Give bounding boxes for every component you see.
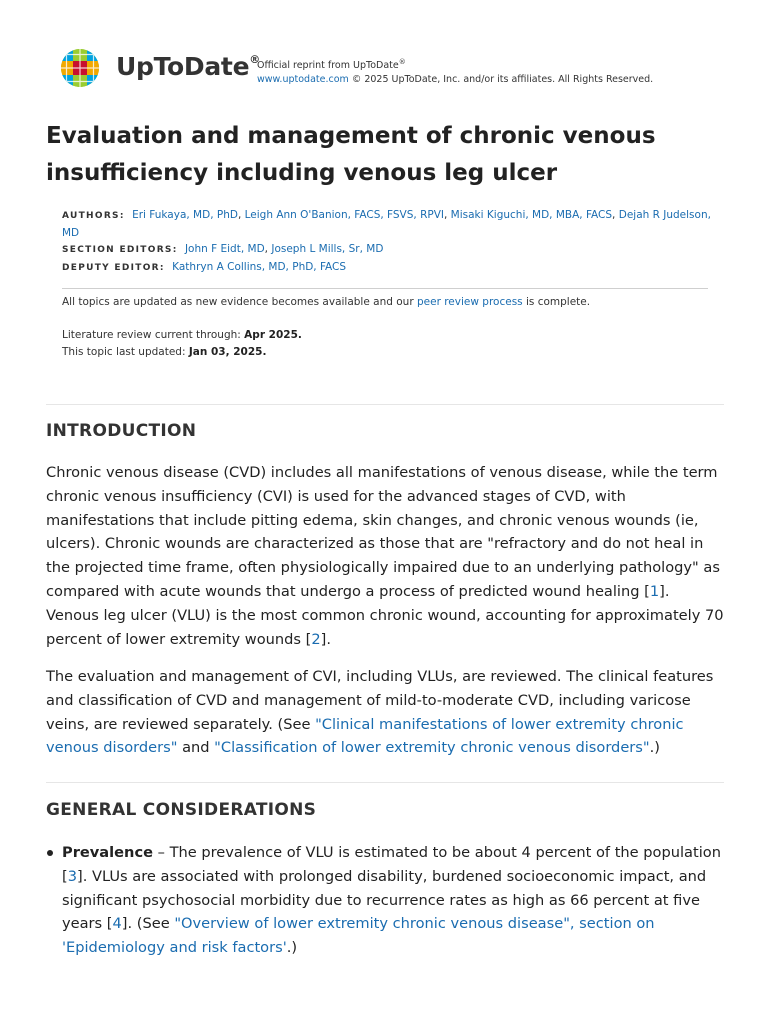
reprint-notice: Official reprint from UpToDate® www.uptodate.com © 2025 UpToDate, Inc. and/or its affiliates. All Rights Reserved. [257, 58, 654, 86]
reference-link-3[interactable]: 3 [67, 867, 77, 885]
clinical-manifestations-link[interactable]: "Clinical manifestations of lower extremity chronic venous disorders" [46, 715, 684, 757]
reprint-line: Official reprint from UpToDate [257, 60, 399, 72]
literature-review-date: Literature review current through: Apr 2025. [62, 329, 302, 341]
introduction-paragraph-2: The evaluation and management of CVI, including VLUs, are reviewed. The clinical features and classification of CVD and management of mild-to-moderate CVD, including varicose veins, are reviewed separately. (See "Clinical manifestations of lower extremity chronic venous disorders" and "Classification of lower extremity chronic venous disorders".) [46, 668, 714, 757]
classification-link[interactable]: "Classification of lower extremity chronic venous disorders" [214, 739, 650, 757]
article-title: Evaluation and management of chronic venous insufficiency including venous leg ulcer [46, 123, 656, 186]
list-item [46, 841, 726, 960]
update-notice: All topics are updated as new evidence becomes available and our peer review process is complete. [62, 296, 591, 308]
deputy-editor-link[interactable]: Kathryn A Collins, MD, PhD, FACS [172, 260, 347, 273]
reprint-header [60, 48, 740, 88]
introduction-paragraph-1: Chronic venous disease (CVD) includes all manifestations of venous disease, while the term chronic venous insufficiency (CVI) is used for the advanced stages of CVD, with manifestations that include pitting edema, skin changes, and chronic venous wounds (ie, ulcers). Chronic wounds are characterized as those that are "refractory and do not heal in the projected time frame, often physiologically impaired due to an underlying pathology" as compared with acute wounds that undergo a process of predicted wound healing [1]. Venous leg ulcer (VLU) is the most common chronic wound, accounting for approximately 70 percent of lower extremity wounds [2]. [46, 464, 724, 648]
section-divider [46, 404, 724, 405]
reference-link-4[interactable]: 4 [112, 915, 122, 933]
bullet-icon [47, 850, 53, 856]
general-considerations-heading: GENERAL CONSIDERATIONS [46, 800, 317, 820]
section-divider [46, 782, 724, 783]
prevalence-paragraph: Prevalence – The prevalence of VLU is estimated to be about 4 percent of the population [3]. VLUs are associated with prolonged disability, burdened socioeconomic impact, and significant psychosocial morbidity due to recurrence rates as high as 66 percent at five years [4]. (See "Overview of lower extremity chronic venous disease", section on 'Epidemiology and risk factors'.) [62, 844, 721, 957]
reference-link-2[interactable]: 2 [311, 630, 321, 648]
uptodate-logo-icon [60, 48, 100, 88]
uptodate-site-link[interactable]: www.uptodate.com [257, 74, 349, 86]
introduction-heading: INTRODUCTION [46, 421, 197, 441]
deputy-editor-line [62, 259, 712, 277]
author-link[interactable]: Eri Fukaya, MD, PhD [132, 209, 238, 221]
author-link[interactable]: Misaki Kiguchi, MD, MBA, FACS [450, 209, 613, 221]
brand-name: UpToDate® [116, 52, 260, 81]
copyright-text: © 2025 UpToDate, Inc. and/or its affiliates. All Rights Reserved. [351, 74, 654, 86]
authors-label: AUTHORS: [62, 211, 125, 221]
peer-review-link[interactable]: peer review process [416, 296, 523, 308]
deputy-editor-label: DEPUTY EDITOR: [62, 262, 165, 273]
reference-link-1[interactable]: 1 [649, 582, 660, 600]
author-link[interactable]: Dejah R Judelson, MD [62, 209, 711, 239]
authors-line: AUTHORS: Eri Fukaya, MD, PhD, Leigh Ann O'Banion, FACS, FSVS, RPVI, Misaki Kiguchi, MD, MBA, FACS, Dejah R Judelson, MD [62, 209, 711, 239]
section-editors-label: SECTION EDITORS: [62, 245, 178, 255]
review-dates [62, 327, 302, 360]
divider [62, 288, 708, 289]
author-link[interactable]: Leigh Ann O'Banion, FACS, FSVS, RPVI [244, 209, 444, 221]
last-updated-date: This topic last updated: Jan 03, 2025. [62, 345, 267, 358]
contributor-block [62, 207, 712, 276]
section-editor-link[interactable]: Joseph L Mills, Sr, MD [271, 243, 384, 255]
section-editor-link[interactable]: John F Eidt, MD [184, 243, 265, 255]
overview-epidemiology-link[interactable]: "Overview of lower extremity chronic venous disease", section on 'Epidemiology and risk factors' [62, 915, 655, 957]
section-editors-line: SECTION EDITORS: John F Eidt, MD, Joseph L Mills, Sr, MD [62, 243, 384, 255]
prevalence-term: Prevalence [62, 844, 153, 861]
